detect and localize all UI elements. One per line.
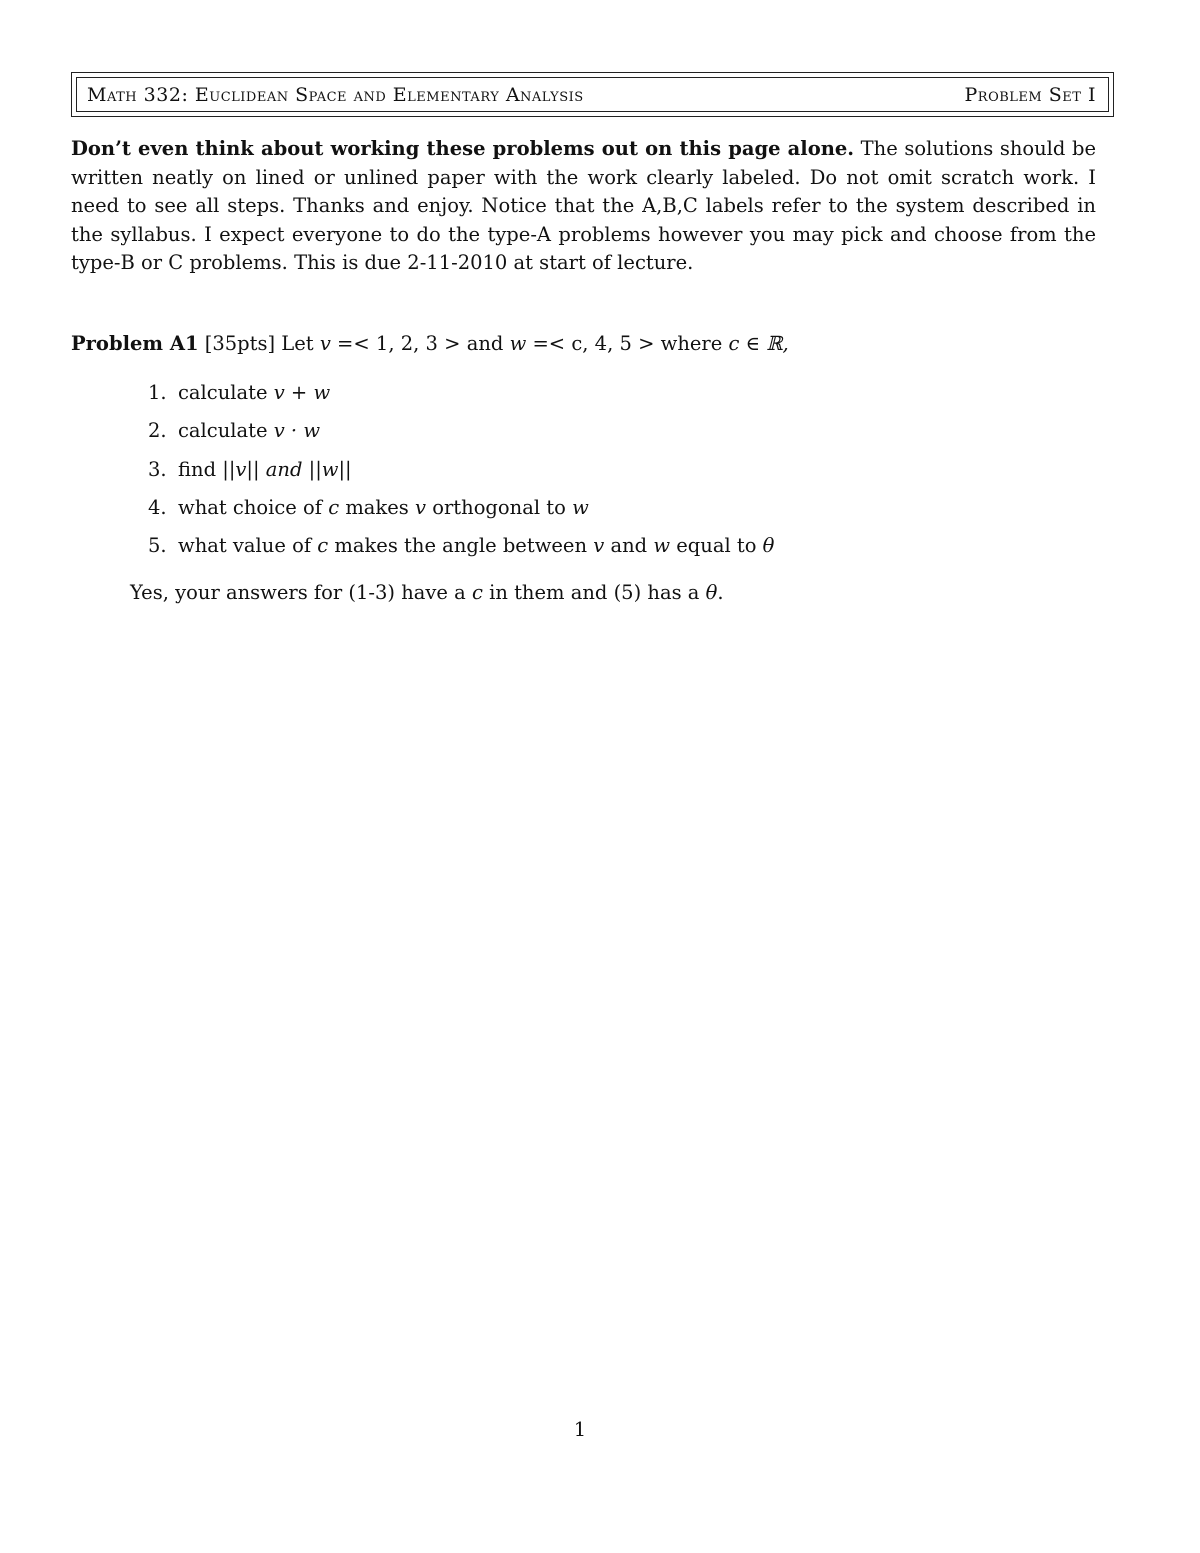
item-text: what choice of: [178, 495, 322, 519]
item-text: makes: [345, 495, 409, 519]
item-text: orthogonal to: [432, 495, 566, 519]
stmt-where: where: [660, 332, 723, 355]
instructions-paragraph: [71, 135, 1096, 278]
list-item: [148, 493, 1048, 531]
item-math: θ: [762, 534, 775, 558]
list-item: [148, 455, 1048, 493]
header-inner: [76, 77, 1109, 112]
item-math: v + w: [273, 381, 331, 404]
item-math: c: [328, 495, 340, 519]
problem-title: Problem A1: [71, 332, 199, 355]
item-text: and: [610, 534, 648, 558]
var-v: v: [319, 332, 331, 355]
list-item: [148, 378, 1048, 416]
note-math: c: [471, 581, 483, 604]
course-title: Math 332: Euclidean Space and Elementary Analysis: [87, 83, 584, 106]
item-math: v · w: [273, 419, 321, 443]
c-in-r: c ∈ ℝ,: [728, 332, 789, 355]
list-item: [148, 416, 1048, 454]
item-math: ||v|| and ||w||: [222, 457, 352, 481]
item-text: find: [178, 457, 217, 481]
note-text: .: [717, 581, 724, 604]
problem-a1-statement: [71, 329, 1111, 359]
stmt-let: Let: [281, 332, 314, 355]
item-text: calculate: [178, 381, 268, 404]
eq-w: =< c, 4, 5 >: [532, 332, 655, 355]
var-w: w: [509, 332, 527, 355]
item-number: 3.: [148, 457, 167, 481]
item-math: w: [572, 495, 589, 519]
item-number: 2.: [148, 419, 167, 443]
note-math: θ: [705, 581, 718, 604]
item-number: 4.: [148, 495, 167, 519]
item-math: c: [317, 534, 329, 558]
problem-note: [130, 578, 1030, 608]
header-box: [71, 72, 1114, 117]
item-math: v: [593, 534, 605, 558]
item-text: equal to: [676, 534, 757, 558]
item-math: w: [653, 534, 671, 558]
item-text: calculate: [178, 419, 268, 443]
problem-list: [148, 378, 1048, 569]
problem-set-title: Problem Set I: [964, 83, 1096, 106]
note-text: Yes, your answers for (1-3) have a: [130, 581, 466, 604]
instructions-bold: Don’t even think about working these problems out on this page alone.: [71, 137, 855, 160]
item-math: v: [415, 495, 427, 519]
item-text: makes the angle between: [334, 534, 588, 558]
instructions-text: The solutions should be written neatly on lined or unlined paper with the work clearly labeled. Do not omit scratch work. I need to see all steps. Thanks and enjoy. Notice that the A,B,C labels refer to the system described in the syllabus. I expect everyone to do the type-A problems however you may pick and choose from the type-B or C problems. This is due 2-11-2010 at start of lecture.: [71, 137, 1096, 275]
item-text: what value of: [178, 534, 312, 558]
item-number: 1.: [148, 381, 167, 404]
list-item: [148, 531, 1048, 569]
eq-v: =< 1, 2, 3 >: [337, 332, 461, 355]
problem-points: [35pts]: [204, 332, 276, 355]
page-number: 1: [573, 1418, 587, 1441]
note-text: in them and (5) has a: [489, 581, 700, 604]
stmt-and: and: [466, 332, 504, 355]
item-number: 5.: [148, 534, 167, 558]
